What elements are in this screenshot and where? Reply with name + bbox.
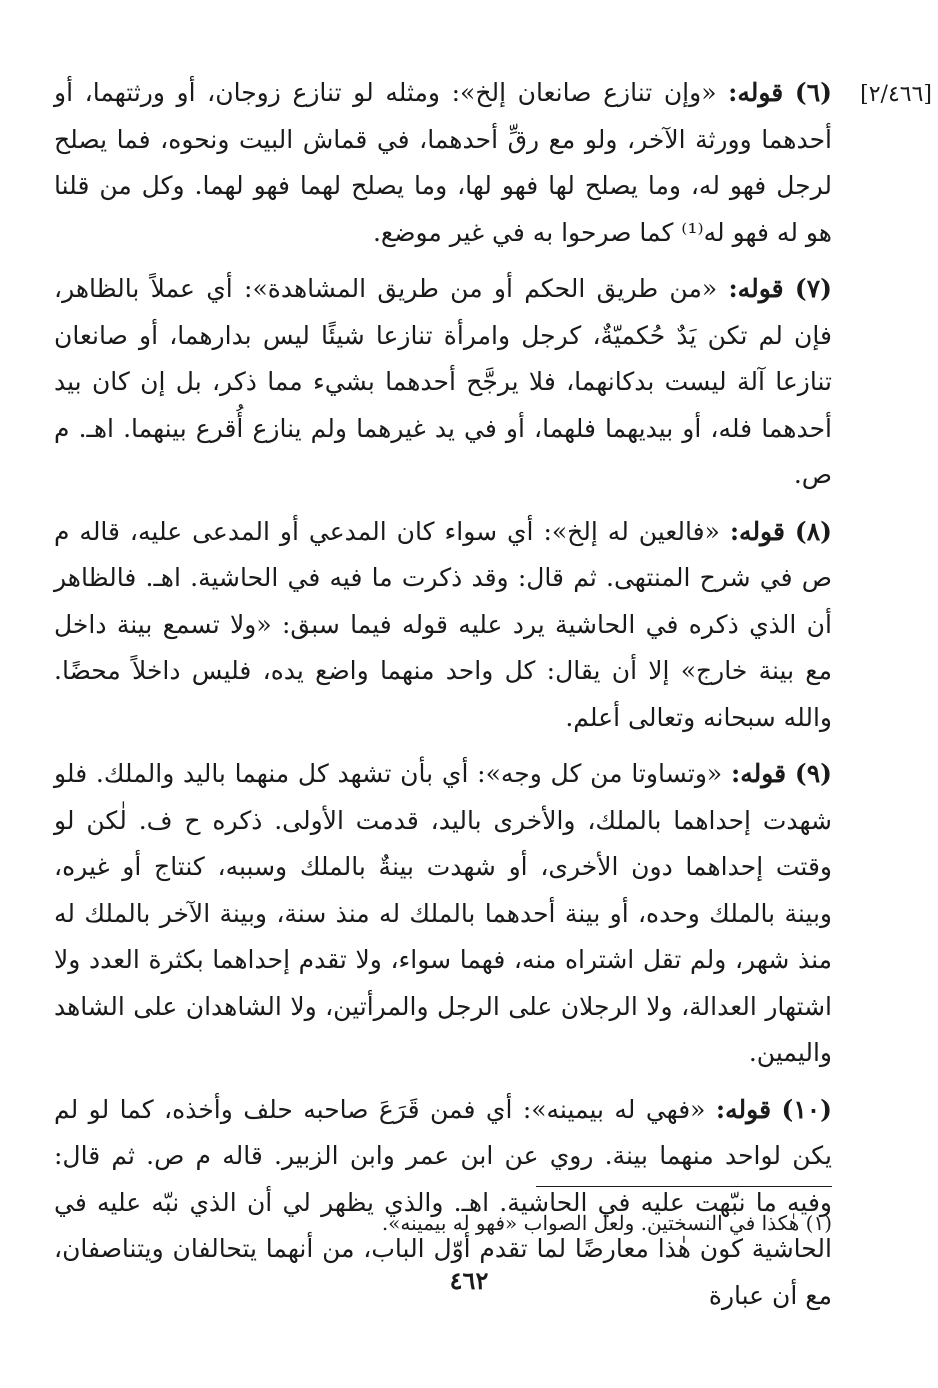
footnote-separator	[536, 1186, 832, 1187]
paragraph-text: «فالعين له إلخ»: أي سواء كان المدعي أو المدعى عليه، قاله م ص في شرح المنتهى. ثم قال: وقد ذكرت ما فيه في الحاشية. اهـ. فالظاهر أن الذي ذكره في الحاشية يرد عليه قوله فيما سبق: «ولا تسمع بينة داخل مع بينة خارج» إلا أن يقال: كل واحد منهما واضع يده، فليس داخلاً محضًا. والله سبحانه وتعالى أعلم.	[54, 516, 832, 732]
footnote: (١) هٰكذا في النسختين. ولعل الصواب «فهو له بيمينه».	[381, 1211, 832, 1235]
paragraph-text: «فهي له بيمينه»: أي فمن قَرَعَ صاحبه حلف وأخذه، كما لو لم يكن لواحد منهما بينة. روي عن ابن عمر وابن الزبير. قاله م ص. ثم قال: وفيه ما نبّهت عليه في الحاشية. اهـ. والذي يظهر لي أن الذي نبّه عليه في الحاشية كون هٰذا معارضًا لما تقدم أوّل الباب، من أنهما يتحالفان ويتناصفان، مع أن عبارة	[54, 1094, 832, 1310]
paragraph-keyword: قوله:	[730, 759, 787, 788]
paragraph-number: (٩)	[794, 759, 832, 788]
paragraph-keyword: قوله:	[729, 516, 785, 546]
paragraph-8	[54, 509, 832, 742]
page-number: ٤٦٢	[449, 1266, 489, 1295]
paragraph-number: (١٠)	[781, 1094, 833, 1124]
paragraph-keyword: قوله:	[728, 78, 784, 107]
paragraph-keyword: قوله:	[715, 1094, 772, 1124]
paragraph-9	[54, 751, 832, 1077]
paragraph-text: «وتساوتا من كل وجه»: أي بأن تشهد كل منهما باليد والملك. فلو شهدت إحداهما بالملك، والأخرى باليد، قدمت الأولى. ذكره ح ف. لٰكن لو وقتت إحداهما دون الأخرى، أو شهدت بينةٌ بالملك وسببه، كنتاج أو غيره، وبينة بالملك وحده، أو بينة أحدهما بالملك له منذ سنة، وبينة الآخر بالملك له منذ شهر، ولم تقل اشتراه منه، فهما سواء، ولا تقدم إحداهما بكثرة العدد ولا اشتهار العدالة، ولا الرجلان على الرجل والمرأتين، ولا الشاهدان على الشاهد واليمين.	[54, 759, 832, 1067]
paragraph-text: «وإن تنازع صانعان إلخ»: ومثله لو تنازع زوجان، أو ورثتهما، أو أحدهما وورثة الآخر، ولو مع رقِّ أحدهما، في قماش البيت ونحوه، فما يصلح لرجل فهو له، وما يصلح لها فهو لها، وما يصلح لهما فهو لهما. وكل من قلنا هو له فهو له⁽¹⁾ كما صرحوا به في غير موضع.	[54, 78, 832, 247]
volume-page-marker: [٢/٤٦٦]	[860, 82, 932, 107]
paragraph-keyword: قوله:	[728, 274, 784, 303]
paragraph-text: «من طريق الحكم أو من طريق المشاهدة»: أي عملاً بالظاهر، فإن لم تكن يَدٌ حُكميّةٌ، كرجل وامرأة تنازعا شيئًا ليس بدارهما، أو صانعان تنازعا آلة ليست بدكانهما، فلا يرجَّح أحدهما بشيء مما ذكر، بل إن كان بيد أحدهما فله، أو بيديهما فلهما، أو في يد غيرهما ولم ينازع أُقرع بينهما. اهـ. م ص.	[54, 274, 832, 489]
main-text	[54, 70, 832, 1329]
paragraph-number: (٨)	[794, 516, 832, 546]
paragraph-7	[54, 266, 832, 499]
paragraph-number: (٧)	[794, 274, 832, 303]
paragraph-6	[54, 70, 832, 256]
paragraph-number: (٦)	[794, 78, 832, 107]
